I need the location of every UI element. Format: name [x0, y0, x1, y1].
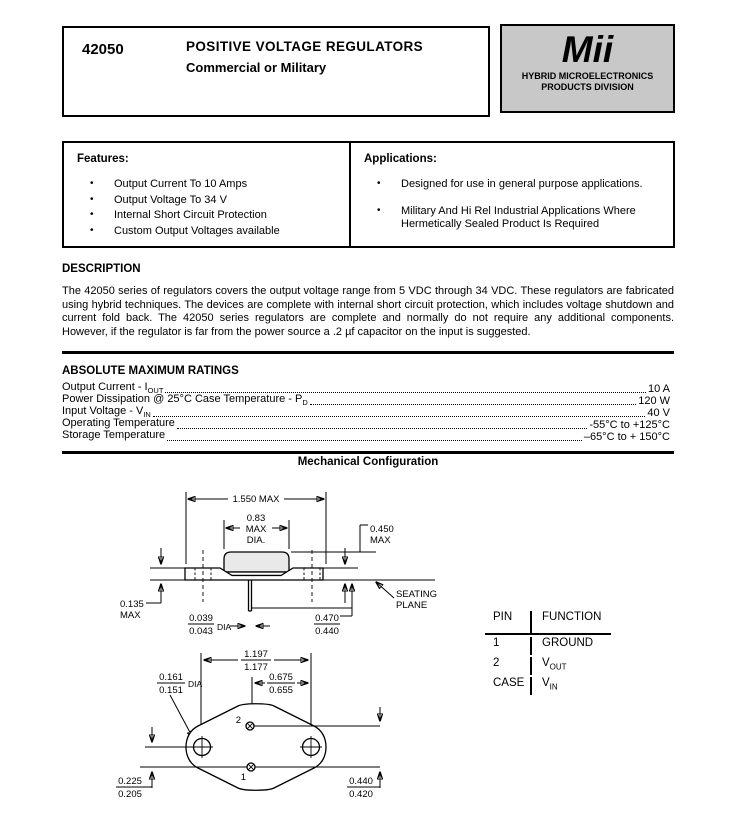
dim-can-label: MAX	[245, 524, 267, 535]
dim-left-bottom: 0.205	[118, 789, 142, 800]
part-number: 42050	[82, 41, 124, 58]
function-cell-sub: OUT	[549, 662, 567, 672]
horizontal-rule	[62, 451, 674, 454]
description-heading: DESCRIPTION	[62, 263, 141, 275]
pin-table-header	[485, 611, 611, 635]
rating-label: Input Voltage - V	[62, 404, 144, 417]
ratings-heading: ABSOLUTE MAXIMUM RATINGS	[62, 365, 239, 377]
division-line2: PRODUCTS DIVISION	[541, 82, 634, 92]
description-body: The 42050 series of regulators covers the output voltage range from 5 VDC through 34 VDC. These regulators are fabricated using hybrid techniques. The devices are complete with internal short circuit protection, which includes voltage shutdown and current fold back. The 42050 series regulators are complete and normally do not require any additional components. However, if the regulator is far from the power source a .2 µf capacitor on the input is suggested.	[62, 285, 674, 338]
horizontal-rule	[62, 351, 674, 354]
list-item	[90, 209, 349, 221]
dim-hole-dia-suffix: DIA	[188, 679, 203, 689]
dim-pin-offset-top: 0.675	[269, 672, 293, 683]
dim-height-label: MAX	[370, 535, 391, 546]
applications-list	[364, 178, 673, 232]
function-column-header: FUNCTION	[542, 611, 602, 623]
ratings-table	[62, 380, 670, 443]
pin-1	[247, 763, 255, 771]
list-item	[377, 178, 673, 192]
function-cell: V	[542, 657, 550, 669]
features-applications-box	[62, 141, 675, 248]
rating-label: Storage Temperature	[62, 428, 166, 441]
application-text: Designed for use in general purpose applications.	[401, 178, 643, 190]
dim-can-label: DIA.	[246, 535, 266, 546]
pin-column-header: PIN	[485, 611, 532, 633]
mii-logo: Mii	[561, 29, 614, 70]
dim-right-top: 0.440	[349, 776, 373, 787]
dim-hole-span-bottom: 1.177	[244, 662, 268, 673]
function-cell: GROUND	[542, 637, 594, 649]
title-wrap	[186, 39, 423, 75]
pin-cell: CASE	[485, 677, 532, 695]
rating-value: –65°C to + 150°C	[583, 431, 670, 443]
bottom-view-drawing	[116, 649, 380, 800]
bullet-icon: •	[377, 178, 381, 189]
title-block	[62, 26, 490, 117]
pin-table-body	[485, 635, 611, 695]
applications-heading: Applications:	[364, 153, 437, 165]
bullet-icon: •	[90, 224, 94, 236]
list-item	[377, 205, 673, 232]
rating-label: Operating Temperature	[62, 416, 175, 429]
dim-flange-label: MAX	[120, 610, 141, 621]
rating-row	[62, 428, 670, 443]
list-item	[90, 178, 349, 190]
feature-text: Internal Short Circuit Protection	[114, 209, 267, 221]
dim-left-top: 0.225	[118, 776, 142, 787]
pin-2	[246, 722, 254, 730]
feature-text: Output Voltage To 34 V	[114, 193, 227, 206]
company-logo-box	[500, 24, 675, 113]
dim-hole-span-top: 1.197	[244, 649, 268, 660]
list-item	[90, 194, 349, 206]
rating-value: -55°C to +125°C	[589, 419, 670, 431]
features-heading: Features:	[77, 153, 129, 165]
dim-hole-dia-top: 0.161	[159, 672, 183, 683]
pin-1-label: 1	[240, 772, 246, 783]
dim-pin-offset-bottom: 0.655	[269, 685, 293, 696]
features-column	[64, 143, 351, 246]
dot-leader	[167, 440, 582, 441]
dim-lead-dia-suffix: DIA	[217, 622, 232, 632]
applications-column	[351, 143, 673, 246]
rating-label-sub: D	[302, 398, 308, 407]
side-view-drawing	[120, 492, 437, 637]
dim-can-label: 0.83	[246, 513, 266, 524]
dot-leader	[177, 428, 587, 429]
dim-right-bottom: 0.420	[349, 789, 373, 800]
dim-height-label: 0.450	[370, 524, 394, 535]
rating-label: Power Dissipation @ 25°C Case Temperature - P	[62, 392, 303, 405]
dim-flange-label: 0.135	[120, 599, 144, 610]
dim-lead-dia-bottom: 0.043	[189, 626, 213, 637]
rating-row	[62, 392, 670, 407]
feature-text: Output Current To 10 Amps	[114, 178, 248, 190]
rating-value: 10 A	[647, 383, 670, 395]
rating-label-sub: OUT	[147, 386, 164, 395]
function-cell-sub: IN	[549, 682, 558, 692]
rating-label: Output Current - I	[62, 380, 148, 393]
pin-cell: 2	[485, 657, 532, 675]
table-row	[485, 675, 611, 695]
function-cell: V	[542, 677, 550, 689]
dot-leader	[310, 404, 636, 405]
page-title: POSITIVE VOLTAGE REGULATORS	[186, 39, 424, 54]
rating-label-sub: IN	[143, 410, 151, 419]
rating-value: 120 W	[638, 395, 670, 407]
features-list	[77, 178, 349, 237]
rating-value: 40 V	[647, 407, 670, 419]
bullet-icon: •	[90, 193, 94, 205]
dim-lead-len-top: 0.470	[315, 613, 339, 624]
seating-plane-label: PLANE	[396, 600, 428, 611]
table-row	[485, 655, 611, 675]
seating-plane-label: SEATING	[396, 589, 437, 600]
bullet-icon: •	[377, 204, 381, 216]
page-subtitle: Commercial or Military	[186, 60, 327, 75]
dot-leader	[153, 416, 646, 417]
list-item	[90, 225, 349, 237]
mechanical-drawing	[90, 470, 470, 815]
pin-function-table	[485, 611, 611, 695]
feature-text: Custom Output Voltages available	[114, 224, 280, 237]
pin-cell: 1	[485, 637, 532, 655]
mechanical-heading: Mechanical Configuration	[297, 456, 439, 468]
table-row	[485, 635, 611, 655]
pin-2-label: 2	[235, 715, 241, 726]
application-text: Military And Hi Rel Industrial Applications Where Hermetically Sealed Product Is Required	[401, 204, 636, 230]
dim-width-label: 1.550 MAX	[232, 494, 280, 505]
dim-lead-dia-top: 0.039	[189, 613, 213, 624]
dim-hole-dia-bottom: 0.151	[159, 685, 183, 696]
division-line1: HYBRID MICROELECTRONICS	[521, 71, 654, 81]
bullet-icon: •	[90, 178, 94, 189]
dim-lead-len-bottom: 0.440	[315, 626, 339, 637]
bullet-icon: •	[90, 209, 94, 220]
